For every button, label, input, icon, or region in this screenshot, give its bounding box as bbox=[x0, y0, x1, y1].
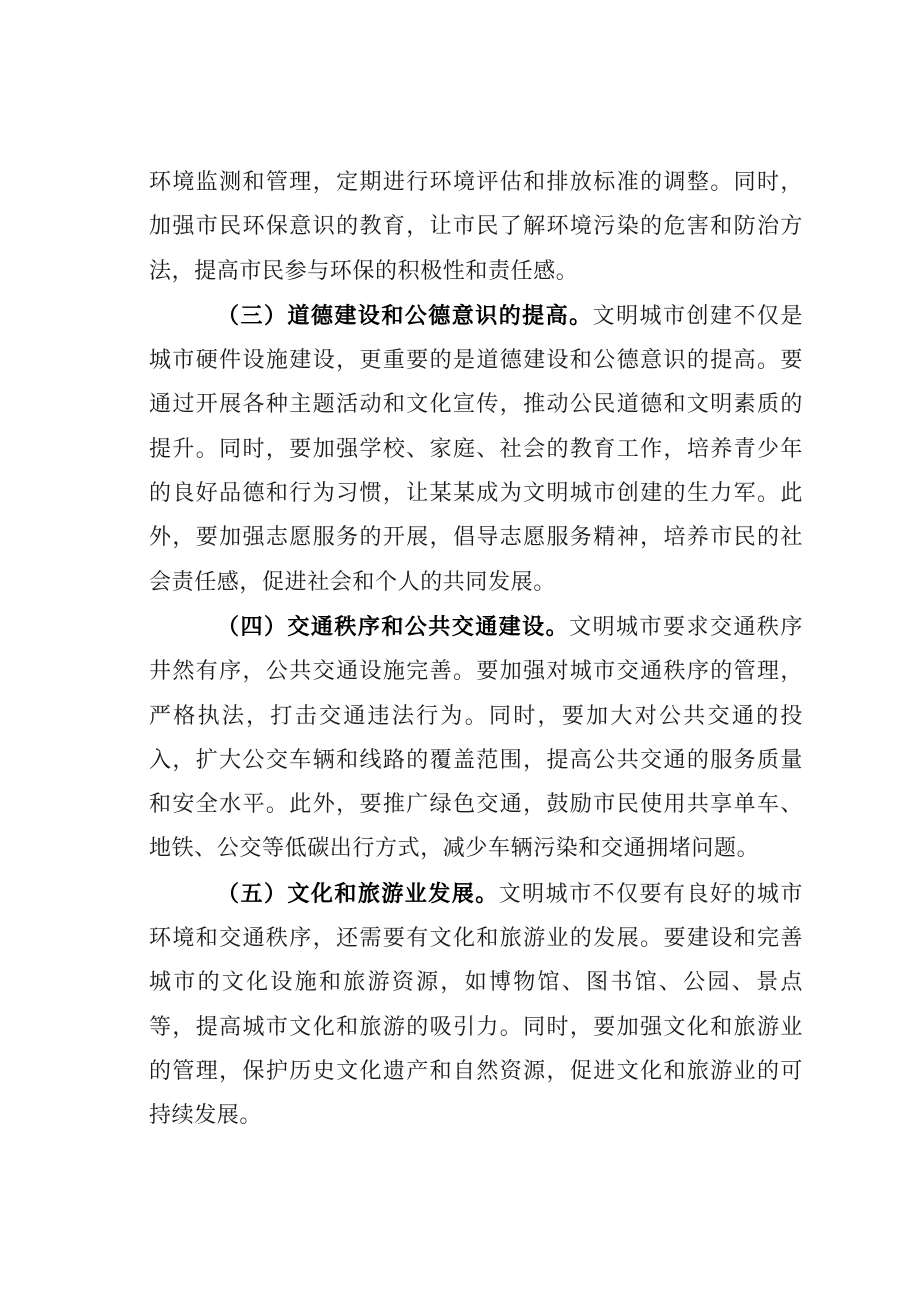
paragraph-heading-culture-tourism: （五）文化和旅游业发展。 bbox=[217, 880, 499, 907]
paragraph-environment-continued bbox=[149, 160, 803, 294]
paragraph-heading-traffic: （四）交通秩序和公共交通建设。 bbox=[217, 613, 570, 640]
document-body bbox=[149, 160, 803, 1139]
paragraph-text: 文明城市要求交通秩序井然有序，公共交通设施完善。要加强对城市交通秩序的管理，严格执法，打击交通违法行为。同时，要加大对公共交通的投入，扩大公交车辆和线路的覆盖范围，提高公共交通的服务质量和安全水平。此外，要推广绿色交通，鼓励市民使用共享单车、地铁、公交等低碳出行方式，减少车辆污染和交通拥堵问题。 bbox=[149, 614, 803, 862]
paragraph-text: 环境监测和管理，定期进行环境评估和排放标准的调整。同时，加强市民环保意识的教育，让市民了解环境污染的危害和防治方法，提高市民参与环保的积极性和责任感。 bbox=[149, 170, 803, 284]
paragraph-morality bbox=[149, 294, 803, 605]
paragraph-culture-tourism bbox=[149, 872, 803, 1139]
paragraph-text: 文明城市创建不仅是城市硬件设施建设，更重要的是道德建设和公德意识的提高。要通过开展各种主题活动和文化宣传，推动公民道德和文明素质的提升。同时，要加强学校、家庭、社会的教育工作，培养青少年的良好品德和行为习惯，让某某成为文明城市创建的生力军。此外，要加强志愿服务的开展，倡导志愿服务精神，培养市民的社会责任感，促进社会和个人的共同发展。 bbox=[149, 303, 803, 595]
paragraph-traffic bbox=[149, 605, 803, 872]
paragraph-heading-morality: （三）道德建设和公德意识的提高。 bbox=[217, 302, 593, 329]
paragraph-text: 文明城市不仅要有良好的城市环境和交通秩序，还需要有文化和旅游业的发展。要建设和完善城市的文化设施和旅游资源，如博物馆、图书馆、公园、景点等，提高城市文化和旅游的吸引力。同时，要加强文化和旅游业的管理，保护历史文化遗产和自然资源，促进文化和旅游业的可持续发展。 bbox=[149, 881, 803, 1129]
